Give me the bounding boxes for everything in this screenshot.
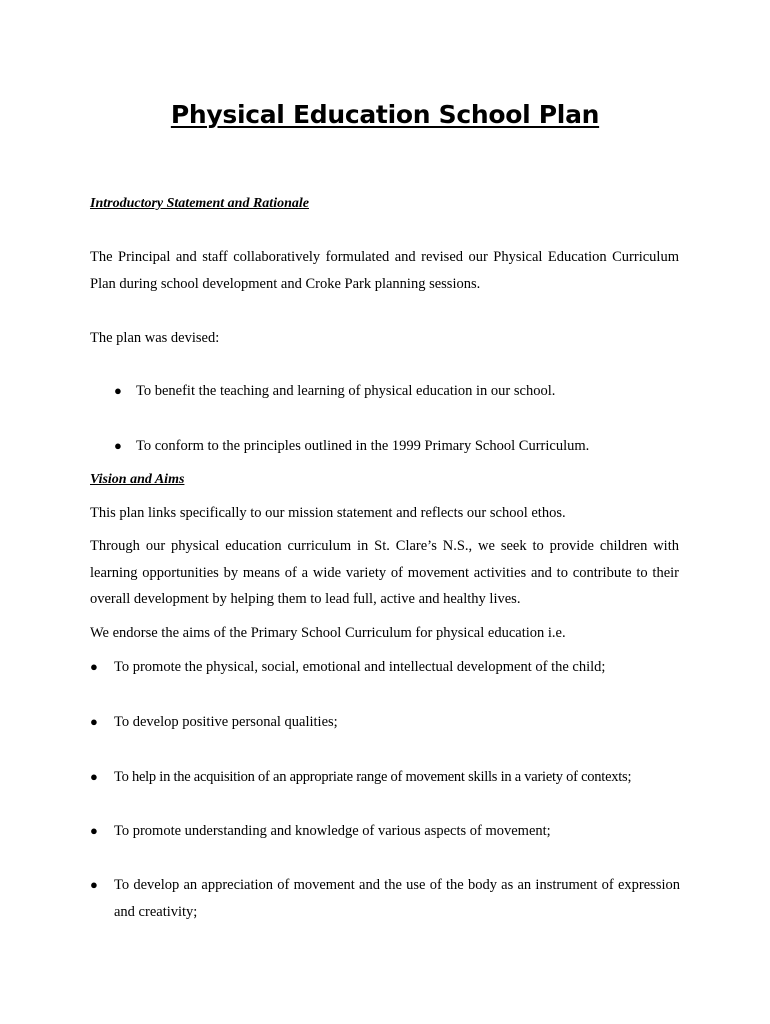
vision-paragraph-3: We endorse the aims of the Primary School Curriculum for physical education i.e.: [90, 625, 566, 641]
list-item: [90, 764, 682, 791]
list-item: [90, 872, 682, 926]
list-item: [114, 378, 684, 405]
list-item-text: To promote understanding and knowledge of various aspects of movement;: [114, 823, 551, 839]
list-item-text: To develop positive personal qualities;: [114, 714, 338, 730]
list-item: [114, 433, 684, 460]
list-item: [90, 818, 682, 845]
bullet-icon: ●: [90, 877, 98, 892]
list-item-text: To help in the acquisition of an appropriate range of movement skills in a variety of contexts;: [114, 769, 632, 785]
section-heading-vision: Vision and Aims: [90, 472, 185, 487]
bullet-icon: ●: [90, 823, 98, 838]
bullet-icon: ●: [114, 438, 122, 453]
intro-paragraph: The Principal and staff collaboratively formulated and revised our Physical Education Curriculum Plan during school development and Croke Park planning sessions.: [90, 249, 679, 292]
list-item: [90, 709, 682, 736]
bullet-icon: ●: [114, 383, 122, 398]
list-item: [90, 654, 682, 681]
bullet-icon: ●: [90, 714, 98, 729]
list-item-text: To conform to the principles outlined in the 1999 Primary School Curriculum.: [136, 438, 590, 454]
list-item-text: To promote the physical, social, emotional and intellectual development of the child;: [114, 659, 606, 675]
vision-paragraph-1: This plan links specifically to our mission statement and reflects our school ethos.: [90, 505, 566, 521]
list-item-text: To develop an appreciation of movement and the use of the body as an instrument of expression and creativity;: [114, 877, 680, 920]
page-title: Physical Education School Plan: [170, 100, 600, 129]
bullet-icon: ●: [90, 769, 98, 784]
list-item-text: To benefit the teaching and learning of physical education in our school.: [136, 383, 556, 399]
vision-paragraph-2: Through our physical education curriculum in St. Clare’s N.S., we seek to provide children with learning opportunities by means of a wide variety of movement activities and to contribute to their overall development by helping them to lead full, active and healthy lives.: [90, 538, 679, 607]
devised-label: The plan was devised:: [90, 330, 220, 346]
bullet-icon: ●: [90, 659, 98, 674]
section-heading-intro: Introductory Statement and Rationale: [90, 196, 309, 211]
